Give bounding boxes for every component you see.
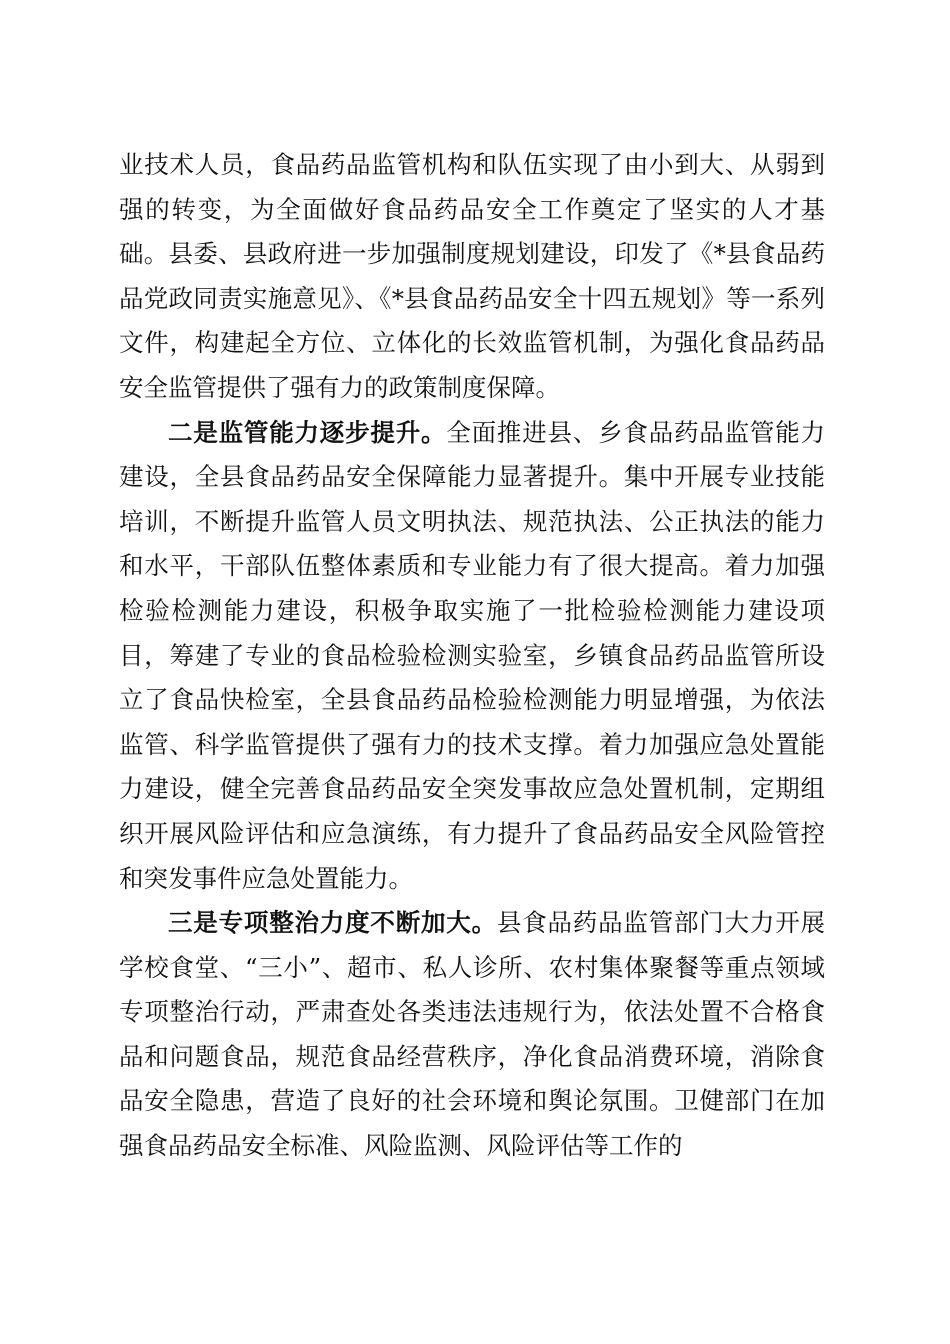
paragraph-3-text: 县食品药品监管部门大力开展学校食堂、“三小”、超市、私人诊所、农村集体聚餐等重点领域专项整治行动，严肃查处各类违法违规行为，依法处置不合格食品和问题食品，规范食品经营秩序，净化食品消费环境，消除食品安全隐患，营造了良好的社会环境和舆论氛围。卫健部门在加强食品药品安全标准、风险监测、风险评估等工作的 <box>119 908 826 1161</box>
paragraph-1 <box>119 143 825 411</box>
paragraph-2 <box>119 411 825 902</box>
paragraph-1-text: 业技术人员，食品药品监管机构和队伍实现了由小到大、从弱到强的转变，为全面做好食品药品安全工作奠定了坚实的人才基础。县委、县政府进一步加强制度规划建设，印发了《*县食品药品党政同责实施意见》、《*县食品药品安全十四五规划》等一系列文件，构建起全方位、立体化的长效监管机制，为强化食品药品安全监管提供了强有力的政策制度保障。 <box>119 150 825 402</box>
document-body <box>119 143 825 1169</box>
paragraph-2-lead: 二是监管能力逐步提升。 <box>168 417 447 447</box>
paragraph-2-text: 全面推进县、乡食品药品监管能力建设，全县食品药品安全保障能力显著提升。集中开展专业技能培训，不断提升监管人员文明执法、规范执法、公正执法的能力和水平，干部队伍整体素质和专业能力有了很大提高。着力加强检验检测能力建设，积极争取实施了一批检验检测能力建设项目，筹建了专业的食品检验检测实验室，乡镇食品药品监管所设立了食品快检室，全县食品药品检验检测能力明显增强，为依法监管、科学监管提供了强有力的技术支撑。着力加强应急处置能力建设，健全完善食品药品安全突发事故应急处置机制，定期组织开展风险评估和应急演练，有力提升了食品药品安全风险管控和突发事件应急处置能力。 <box>119 417 826 893</box>
paragraph-3-lead: 三是专项整治力度不断加大。 <box>168 908 497 938</box>
paragraph-3 <box>119 901 825 1169</box>
